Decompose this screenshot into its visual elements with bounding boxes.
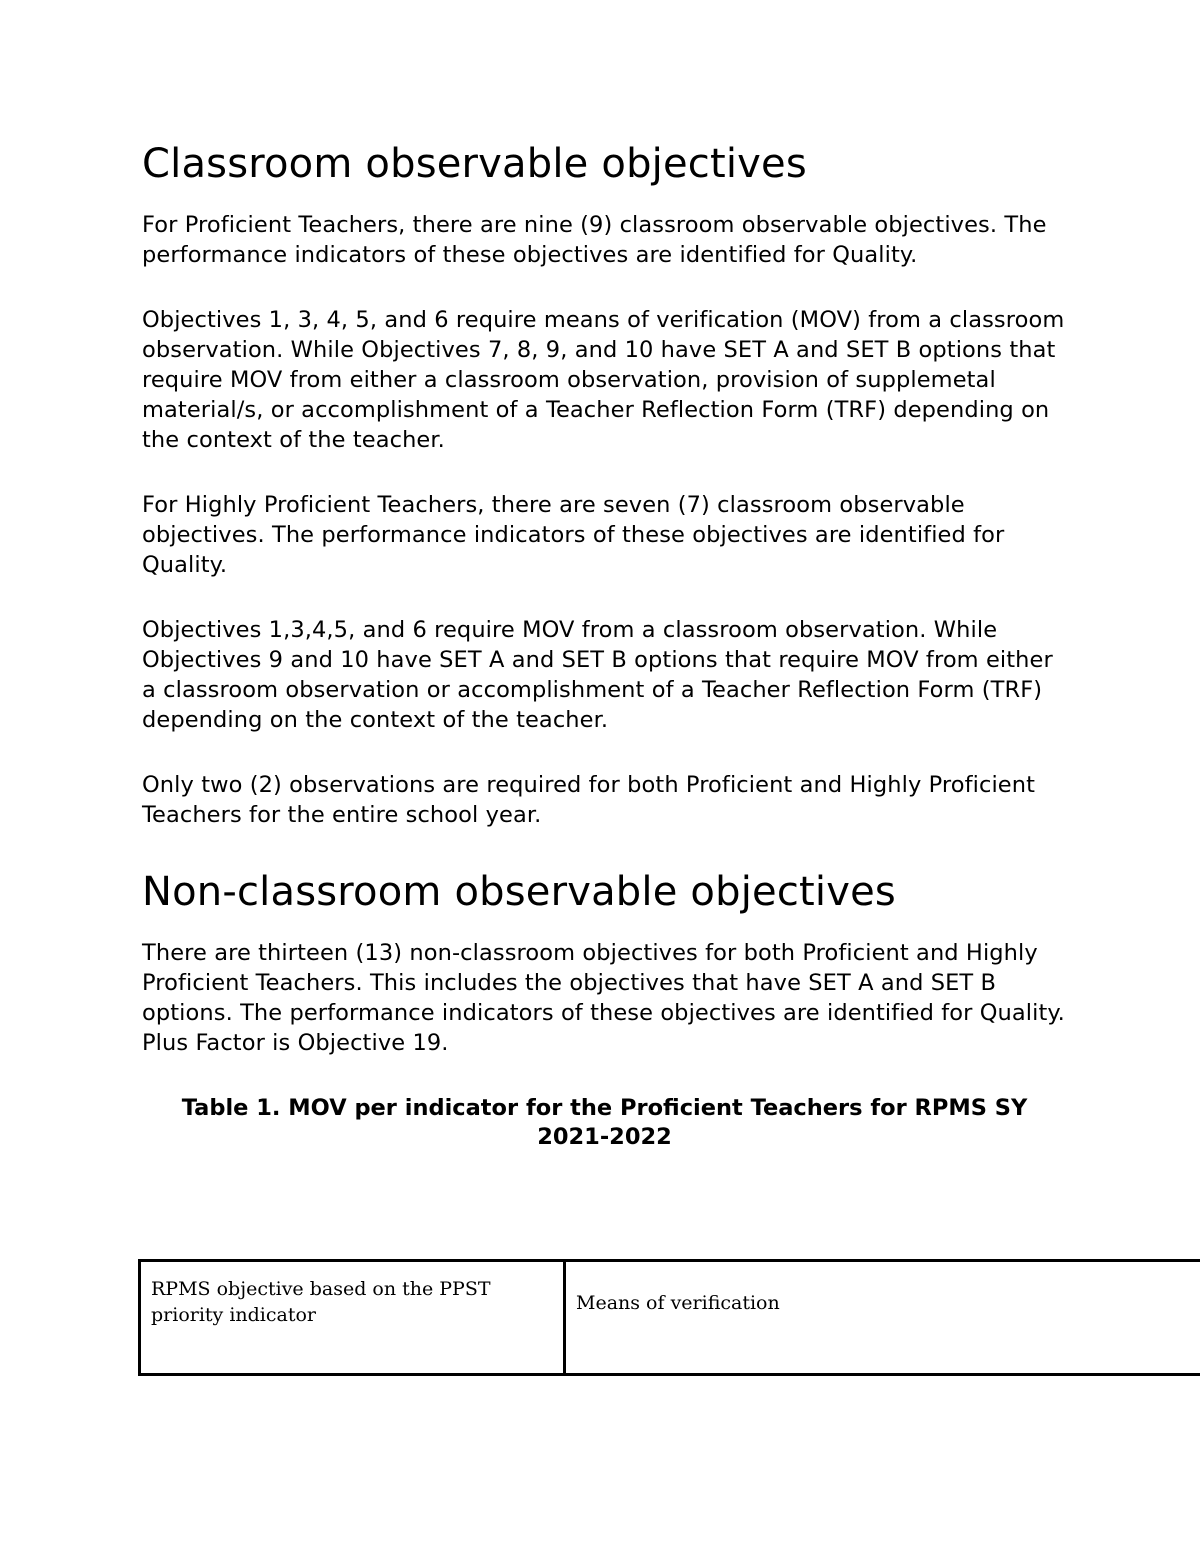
document-content: [142, 138, 1067, 1152]
paragraph: Only two (2) observations are required for both Proficient and Highly Proficient Teachers for the entire school year.: [142, 772, 1036, 828]
table-header-cell-mov: Means of verification: [565, 1261, 1200, 1375]
section-heading-non-classroom: Non-classroom observable objectives: [142, 869, 896, 915]
paragraph: For Highly Proficient Teachers, there are seven (7) classroom observable objectives. The performance indicators of these objectives are identified for Quality.: [142, 492, 1005, 578]
paragraph: Objectives 1, 3, 4, 5, and 6 require means of verification (MOV) from a classroom observation. While Objectives 7, 8, 9, and 10 have SET A and SET B options that require MOV from either a classroom observation, provision of supplemetal material/s, or accomplishment of a Teacher Reflection Form (TRF) depending on the context of the teacher.: [142, 307, 1065, 453]
table-header-row: [140, 1261, 1200, 1375]
paragraph: There are thirteen (13) non-classroom objectives for both Proficient and Highly Proficient Teachers. This includes the objectives that have SET A and SET B options. The performance indicators of these objectives are identified for Quality. Plus Factor is Objective 19.: [142, 940, 1065, 1056]
table-caption: Table 1. MOV per indicator for the Proficient Teachers for RPMS SY 2021-2022: [181, 1095, 1028, 1150]
paragraph: For Proficient Teachers, there are nine (9) classroom observable objectives. The performance indicators of these objectives are identified for Quality.: [142, 212, 1047, 268]
table-header-cell-objective: RPMS objective based on the PPST priority indicator: [140, 1261, 565, 1375]
paragraph: Objectives 1,3,4,5, and 6 require MOV from a classroom observation. While Objectives 9 and 10 have SET A and SET B options that require MOV from either a classroom observation or accomplishment of a Teacher Reflection Form (TRF) depending on the context of the teacher.: [142, 617, 1053, 733]
section-heading-classroom: Classroom observable objectives: [142, 141, 807, 187]
mov-table-wrapper: [138, 1259, 1200, 1376]
mov-table: [138, 1259, 1200, 1376]
